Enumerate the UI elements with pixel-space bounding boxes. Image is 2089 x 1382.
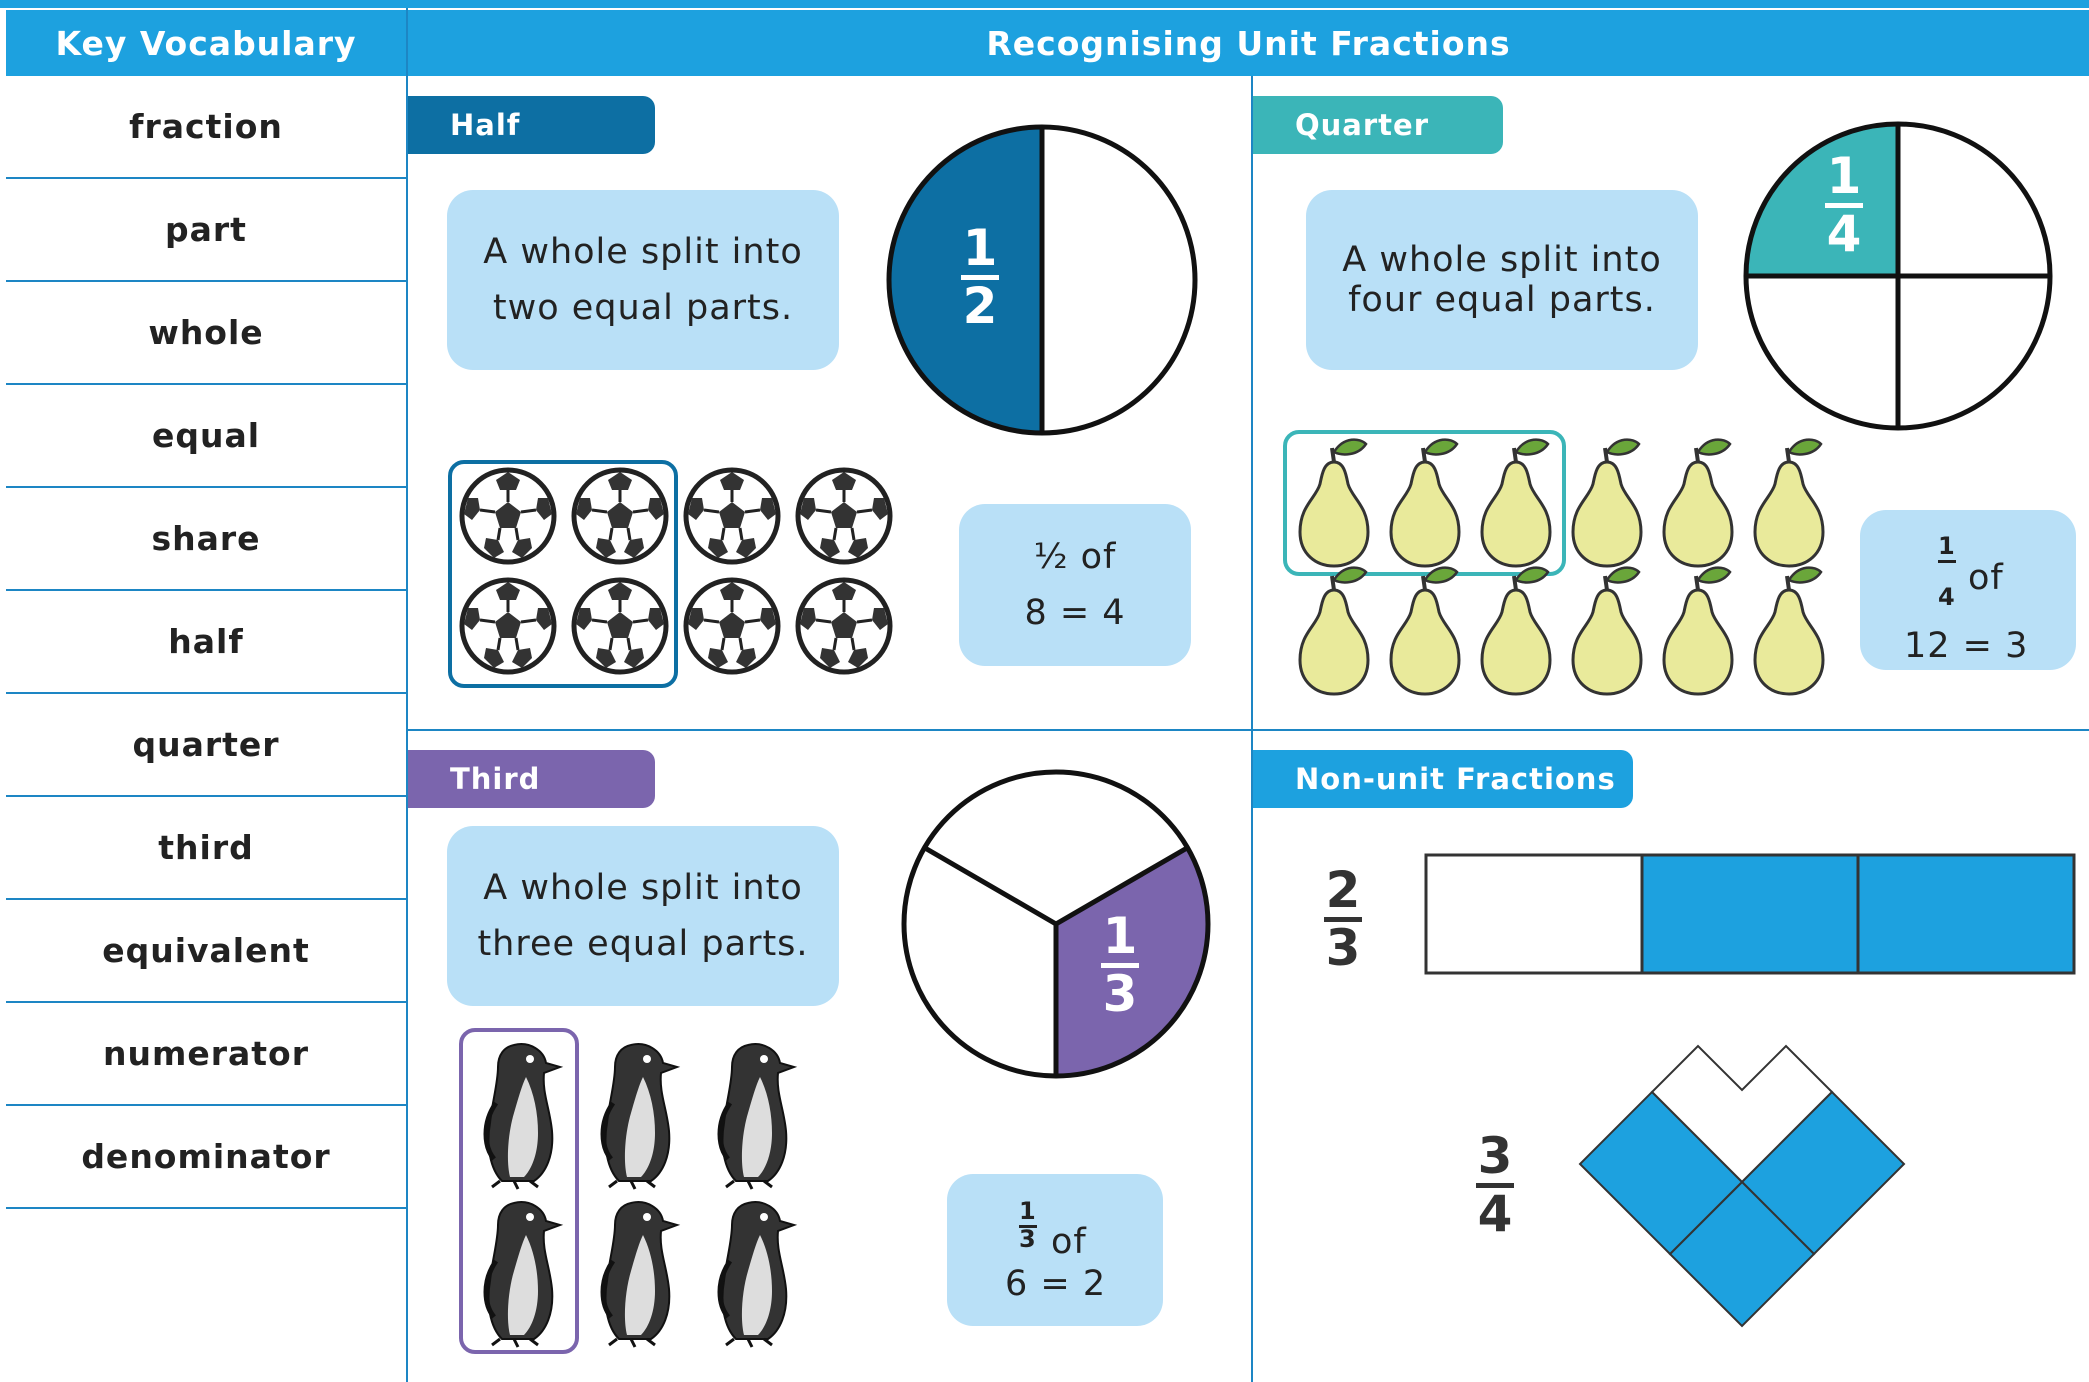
half-example <box>959 504 1191 666</box>
fraction-numerator: 2 <box>1324 864 1363 922</box>
third-circle <box>898 766 1214 1082</box>
fraction-numerator: 1 <box>1938 532 1956 563</box>
two-thirds-bar <box>1424 853 2078 977</box>
quarter-circle <box>1743 121 2053 431</box>
tag-quarter: Quarter <box>1253 96 1503 154</box>
vocab-item: numerator <box>6 1003 406 1106</box>
vocab-item: share <box>6 488 406 591</box>
header-divider <box>406 8 408 78</box>
tag-non-unit-fractions: Non-unit Fractions <box>1253 750 1633 808</box>
vocab-header: Key Vocabulary <box>6 10 406 76</box>
example-of: of <box>1051 1222 1087 1262</box>
quarter-fraction-label <box>1814 147 1874 263</box>
two-thirds-label <box>1310 861 1376 977</box>
fraction-numerator: 1 <box>1019 1197 1037 1228</box>
vocab-item: denominator <box>6 1106 406 1209</box>
fraction-denominator: 4 <box>1477 1184 1513 1243</box>
example-line: 8 = 4 <box>1024 593 1126 633</box>
three-quarters-label <box>1462 1127 1528 1243</box>
half-description: A whole split into two equal parts. <box>447 190 839 370</box>
fraction-denominator: 3 <box>1325 918 1361 977</box>
pear-icons <box>1290 440 1850 710</box>
vocab-item: third <box>6 797 406 900</box>
third-description: A whole split into three equal parts. <box>447 826 839 1006</box>
quarter-example <box>1860 510 2076 670</box>
three-quarters-cross <box>1572 1008 1912 1382</box>
vocab-item: half <box>6 591 406 694</box>
third-fraction-label <box>1090 907 1150 1023</box>
top-rule <box>0 0 2089 8</box>
football-icons <box>450 462 900 682</box>
tag-half: Half <box>408 96 655 154</box>
vocab-item: quarter <box>6 694 406 797</box>
example-equation: 12 = 3 <box>1904 626 2029 666</box>
vocab-item: fraction <box>6 76 406 179</box>
half-circle <box>886 124 1198 436</box>
fraction-numerator: 1 <box>1101 910 1140 968</box>
half-fraction-label <box>950 219 1010 335</box>
vocab-item: equivalent <box>6 900 406 1003</box>
example-of: of <box>1968 558 2004 598</box>
quarter-description: A whole split into four equal parts. <box>1306 190 1698 370</box>
fraction-denominator: 3 <box>1102 964 1138 1023</box>
vocab-item: equal <box>6 385 406 488</box>
example-equation: 6 = 2 <box>1005 1264 1107 1304</box>
vocab-item: whole <box>6 282 406 385</box>
penguin-icons <box>462 1035 812 1355</box>
example-fraction <box>1019 1198 1037 1253</box>
grid-divider-horizontal <box>408 729 2089 731</box>
page-title: Recognising Unit Fractions <box>408 10 2089 76</box>
third-example <box>947 1174 1163 1326</box>
fraction-numerator: 3 <box>1476 1130 1515 1188</box>
vocab-item: part <box>6 179 406 282</box>
fraction-denominator: 4 <box>1938 582 1956 611</box>
fraction-numerator: 1 <box>961 222 1000 280</box>
fraction-denominator: 2 <box>962 276 998 335</box>
example-fraction <box>1938 532 1956 612</box>
example-line: ½ of <box>1033 537 1117 577</box>
tag-third: Third <box>408 750 655 808</box>
fraction-denominator: 4 <box>1826 204 1862 263</box>
fraction-denominator: 3 <box>1019 1224 1037 1253</box>
vocabulary-list <box>6 76 408 1382</box>
fraction-numerator: 1 <box>1825 150 1864 208</box>
